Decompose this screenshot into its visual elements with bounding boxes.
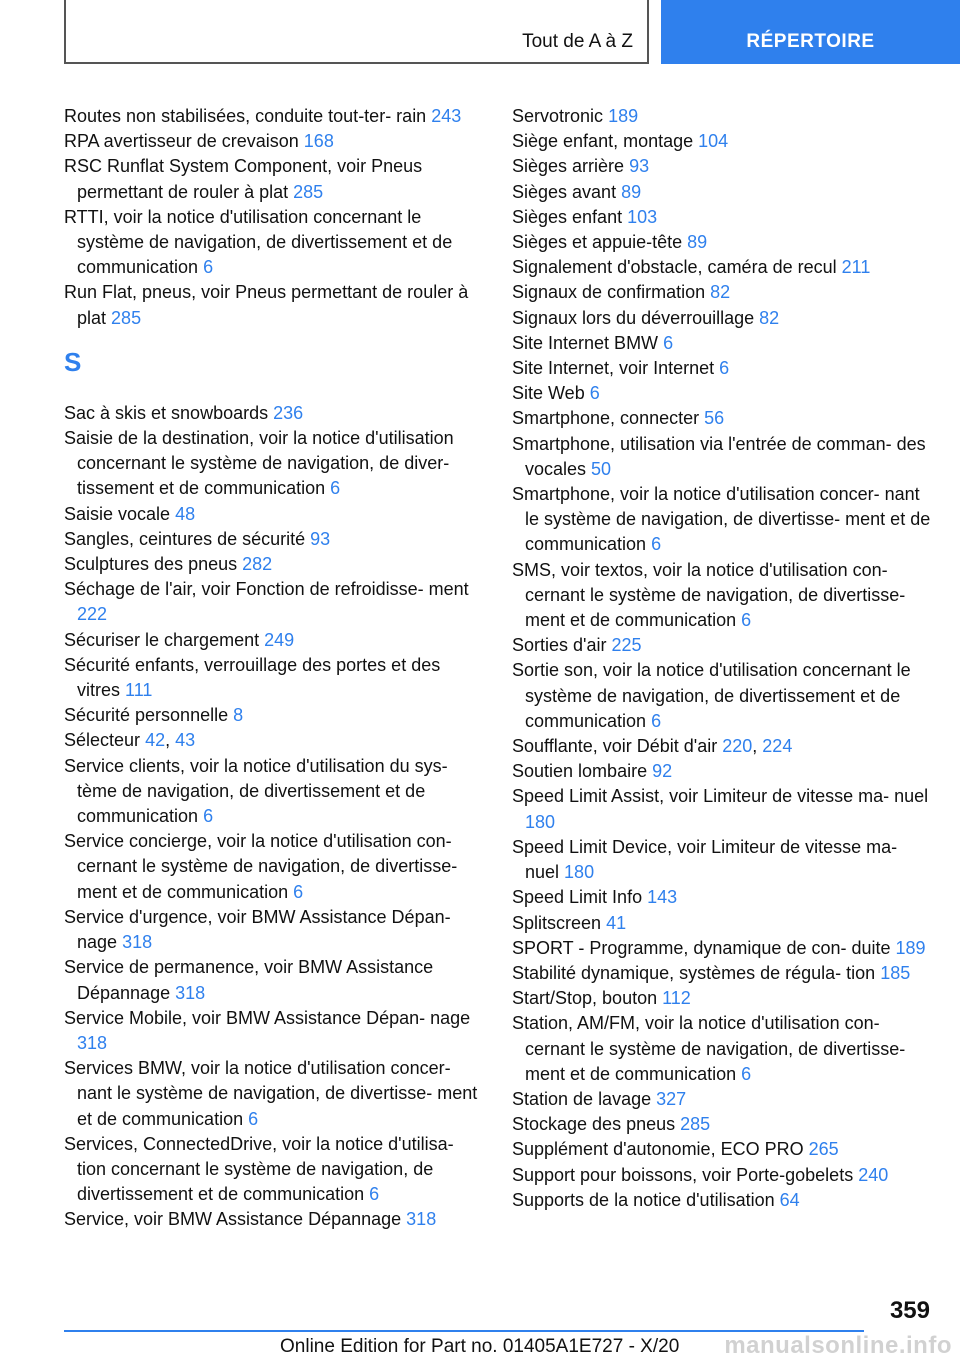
index-entry (64, 728, 480, 753)
page-link[interactable]: 82 (759, 307, 780, 328)
page-link[interactable]: 42 (145, 730, 166, 751)
index-entry-text: Sorties d'air (512, 635, 607, 656)
index-entry (64, 104, 480, 129)
page-link[interactable]: 6 (663, 332, 674, 353)
page-link[interactable]: 43 (175, 730, 196, 751)
page-link[interactable]: 104 (698, 131, 729, 152)
index-entry (512, 154, 932, 179)
index-entry (512, 129, 932, 154)
index-entry-text: SMS, voir textos, voir la notice d'utilisation con‐ cernant le système de navigation, de divertisse‐ ment et de communication (512, 559, 906, 631)
index-entry (512, 734, 932, 759)
page-link[interactable]: 180 (525, 811, 556, 832)
index-entry (64, 703, 480, 728)
page-link[interactable]: 318 (406, 1209, 437, 1230)
index-entry-text: Signaux de confirmation (512, 282, 706, 303)
index-entry (512, 356, 932, 381)
index-entry-text: Sélecteur (64, 730, 141, 751)
index-entry (64, 1006, 480, 1056)
index-entry-text: Speed Limit Assist, voir Limiteur de vitesse ma‐ nuel (512, 786, 929, 807)
index-entry (512, 331, 932, 356)
index-entry-text: Sécurité enfants, verrouillage des portes et des vitres (64, 654, 441, 701)
page-link[interactable]: 318 (175, 982, 206, 1003)
page-link[interactable]: 6 (369, 1184, 380, 1205)
index-entry (64, 905, 480, 955)
page-link[interactable]: 220 (722, 736, 753, 757)
page-link[interactable]: 92 (652, 761, 673, 782)
index-entry (64, 401, 480, 426)
page-link[interactable]: 225 (611, 635, 642, 656)
page-link[interactable]: 180 (564, 862, 595, 883)
page-separator: , (165, 730, 176, 751)
index-entry-text: Site Web (512, 383, 585, 404)
index-entry (512, 835, 932, 885)
index-column-right (512, 104, 932, 1213)
index-entry-text: Service clients, voir la notice d'utilisation du sys‐ tème de navigation, de divertissement et de communication (64, 755, 448, 827)
index-entry (512, 230, 932, 255)
index-entry (64, 1132, 480, 1208)
page-link[interactable]: 318 (122, 932, 153, 953)
index-entry-text: Services, ConnectedDrive, voir la notice d'utilisa‐ tion concernant le système de navigation, de divertissement et de communication (64, 1133, 454, 1205)
section-title: Tout de A à Z (522, 31, 633, 52)
index-entry-text: Services BMW, voir la notice d'utilisation concer‐ nant le système de navigation, de divertisse‐ ment et de communication (64, 1058, 478, 1129)
index-entry-text: Soufflante, voir Débit d'air (512, 736, 718, 757)
tab-repertoire-label: RÉPERTOIRE (746, 31, 875, 52)
index-entry (512, 1188, 932, 1213)
index-entry-text: Sortie son, voir la notice d'utilisation concernant le système de navigation, de divertissement et de communication (512, 660, 911, 731)
page-link[interactable]: 56 (704, 408, 725, 429)
page-link[interactable]: 143 (647, 887, 678, 908)
index-entry-text: Sièges enfant (512, 206, 623, 227)
index-entry (64, 527, 480, 552)
index-entry (512, 1112, 932, 1137)
page-link[interactable]: 89 (621, 181, 642, 202)
page-link[interactable]: 8 (233, 705, 244, 726)
index-entry (64, 280, 480, 330)
index-entry-text: Saisie vocale (64, 503, 171, 524)
page-link[interactable]: 243 (431, 106, 462, 126)
page-link[interactable]: 111 (125, 680, 153, 701)
index-entry-text: Sac à skis et snowboards (64, 402, 269, 423)
index-entry-text: Siège enfant, montage (512, 131, 694, 152)
page-separator: , (752, 736, 763, 757)
page-link[interactable]: 41 (606, 912, 627, 933)
index-entry (512, 306, 932, 331)
index-entry (512, 961, 932, 986)
page-link[interactable]: 6 (293, 881, 304, 902)
index-entry-text: SPORT - Programme, dynamique de con‐ duite (512, 937, 891, 958)
index-entry-text: Stockage des pneus (512, 1114, 676, 1135)
index-entry (512, 1011, 932, 1087)
index-entry (512, 658, 932, 734)
page-link[interactable]: 285 (680, 1114, 711, 1135)
index-entry (512, 1163, 932, 1188)
page-link[interactable]: 189 (895, 937, 926, 958)
page-link[interactable]: 112 (662, 988, 691, 1009)
page-link[interactable]: 6 (741, 1063, 752, 1084)
index-entry (512, 885, 932, 910)
header-section-box (64, 0, 649, 64)
index-entry-text: Séchage de l'air, voir Fonction de refroidisse‐ ment (64, 579, 469, 600)
index-entry (64, 829, 480, 905)
index-entry-text: Sièges arrière (512, 156, 625, 177)
index-entry-text: Signaux lors du déverrouillage (512, 307, 755, 328)
index-entry-text: Run Flat, pneus, voir Pneus permettant de rouler à plat (64, 282, 469, 328)
index-entry (512, 1087, 932, 1112)
page-link[interactable]: 6 (248, 1108, 259, 1129)
index-entry (512, 759, 932, 784)
section-letter-heading: S (64, 346, 82, 377)
index-entry (64, 955, 480, 1005)
index-entry-text: Speed Limit Info (512, 887, 643, 908)
page-link[interactable]: 89 (687, 232, 708, 253)
index-entry-text: Station de lavage (512, 1088, 652, 1109)
index-entry-text: Stabilité dynamique, systèmes de régula‐ tion (512, 962, 876, 983)
page-link[interactable]: 6 (651, 534, 662, 555)
index-entry (512, 1137, 932, 1162)
index-entry-text: Splitscreen (512, 912, 602, 933)
index-entry-text: Routes non stabilisées, conduite tout-ter‐ rain (64, 106, 427, 126)
index-entry (64, 129, 480, 154)
index-entry-text: RSC Runflat System Component, voir Pneus permettant de rouler à plat (64, 156, 423, 202)
index-entry (64, 653, 480, 703)
page-link[interactable]: 64 (779, 1189, 800, 1210)
index-entry (512, 986, 932, 1011)
index-entry-text: Service concierge, voir la notice d'utilisation con‐ cernant le système de navigation, de divertisse‐ ment et de communication (64, 831, 458, 902)
page-link[interactable]: 240 (858, 1164, 889, 1185)
index-entry-text: Smartphone, voir la notice d'utilisation concer‐ nant le système de navigation, de divertisse‐ ment et de communication (512, 484, 931, 555)
page-link[interactable]: 185 (880, 962, 911, 983)
index-entry-text: Sécurité personnelle (64, 705, 229, 726)
index-entry-text: Smartphone, connecter (512, 408, 700, 429)
index-entry-text: Sculptures des pneus (64, 554, 238, 575)
page-link[interactable]: 285 (111, 307, 142, 328)
index-entry (64, 577, 480, 627)
index-entry (64, 1056, 480, 1132)
page-link[interactable]: 236 (273, 402, 304, 423)
page-link[interactable]: 6 (741, 610, 752, 631)
page-link[interactable]: 6 (651, 710, 662, 731)
index-entry-text: Smartphone, utilisation via l'entrée de comman‐ des vocales (512, 433, 926, 479)
index-entry (512, 381, 932, 406)
index-entry-text: Station, AM/FM, voir la notice d'utilisation con‐ cernant le système de navigation, de divertisse‐ ment et de communication (512, 1013, 906, 1084)
index-entry (64, 628, 480, 653)
index-entry (512, 558, 932, 634)
index-entry-text: Sécuriser le chargement (64, 629, 260, 650)
index-entry (512, 633, 932, 658)
index-entry (64, 426, 480, 502)
index-entry-text: Site Internet, voir Internet (512, 358, 715, 379)
index-entry-text: Site Internet BMW (512, 332, 659, 353)
page-link[interactable]: 48 (175, 503, 196, 524)
index-entry (512, 255, 932, 280)
index-entry (512, 482, 932, 558)
index-entry-text: Soutien lombaire (512, 761, 648, 782)
index-entry (64, 205, 480, 281)
index-entry-text: Service d'urgence, voir BMW Assistance Dépan‐ nage (64, 906, 451, 953)
page-link[interactable]: 6 (719, 358, 730, 379)
index-entry-text: Sangles, ceintures de sécurité (64, 528, 306, 549)
page-link[interactable]: 318 (77, 1032, 108, 1053)
index-entry (64, 552, 480, 577)
index-entry (64, 502, 480, 527)
index-column-left (64, 104, 480, 1233)
page-link[interactable]: 211 (841, 257, 871, 278)
index-entry-text: RPA avertisseur de crevaison (64, 131, 299, 152)
index-entry-text: Support pour boissons, voir Porte-gobelets (512, 1164, 854, 1185)
index-entry-text: Servotronic (512, 106, 604, 126)
index-entry-text: Start/Stop, bouton (512, 988, 658, 1009)
index-entry (512, 280, 932, 305)
page-link[interactable]: 224 (762, 736, 793, 757)
index-entry (64, 154, 480, 204)
page-link[interactable]: 222 (77, 604, 108, 625)
watermark: manualsonline.info (724, 1332, 952, 1359)
page-link[interactable]: 282 (242, 554, 273, 575)
page-number: 359 (889, 1297, 930, 1324)
page-link[interactable]: 82 (710, 282, 731, 303)
page-link[interactable]: 285 (293, 181, 324, 202)
page-link[interactable]: 265 (808, 1139, 839, 1160)
page-link[interactable]: 327 (656, 1088, 687, 1109)
page-link[interactable]: 249 (264, 629, 295, 650)
index-entry-text: Sièges et appuie-tête (512, 232, 683, 253)
index-entry (512, 432, 932, 482)
index-entry-text: Supplément d'autonomie, ECO PRO (512, 1139, 804, 1160)
index-entry (512, 784, 932, 834)
index-entry (512, 205, 932, 230)
page-link[interactable]: 6 (330, 478, 341, 499)
index-entry-text: Signalement d'obstacle, caméra de recul (512, 257, 837, 278)
page-link[interactable]: 103 (627, 206, 658, 227)
index-entry (64, 1207, 480, 1232)
index-entry (512, 180, 932, 205)
index-entry-text: Supports de la notice d'utilisation (512, 1189, 775, 1210)
index-entry-text: Saisie de la destination, voir la notice d'utilisation concernant le système de navigation, de diver‐ tissement et de communication (64, 428, 454, 499)
index-entry (512, 406, 932, 431)
index-entry-text: Service, voir BMW Assistance Dépannage (64, 1209, 402, 1230)
page-link[interactable]: 50 (591, 458, 612, 479)
index-entry (512, 936, 932, 961)
index-entry (512, 911, 932, 936)
page-link[interactable]: 168 (303, 131, 334, 152)
page-link[interactable]: 6 (203, 257, 214, 278)
index-entry-text: Service de permanence, voir BMW Assistance Dépannage (64, 957, 434, 1003)
page-link[interactable]: 6 (589, 383, 600, 404)
tab-repertoire[interactable] (661, 0, 960, 64)
page-link[interactable]: 93 (629, 156, 650, 177)
index-entry-text: Service Mobile, voir BMW Assistance Dépan‐ nage (64, 1007, 471, 1028)
index-entry-text: Sièges avant (512, 181, 617, 202)
index-entry-text: RTTI, voir la notice d'utilisation concernant le système de navigation, de divertissement et de communication (64, 206, 453, 278)
page-link[interactable]: 189 (608, 106, 639, 126)
page-link[interactable]: 93 (310, 528, 331, 549)
index-entry (64, 754, 480, 830)
page-link[interactable]: 6 (203, 806, 214, 827)
index-entry (512, 104, 932, 129)
index-entry-text: Speed Limit Device, voir Limiteur de vitesse ma‐ nuel (512, 836, 898, 883)
footer-edition-text: Online Edition for Part no. 01405A1E727 - X/20 (280, 1336, 680, 1357)
